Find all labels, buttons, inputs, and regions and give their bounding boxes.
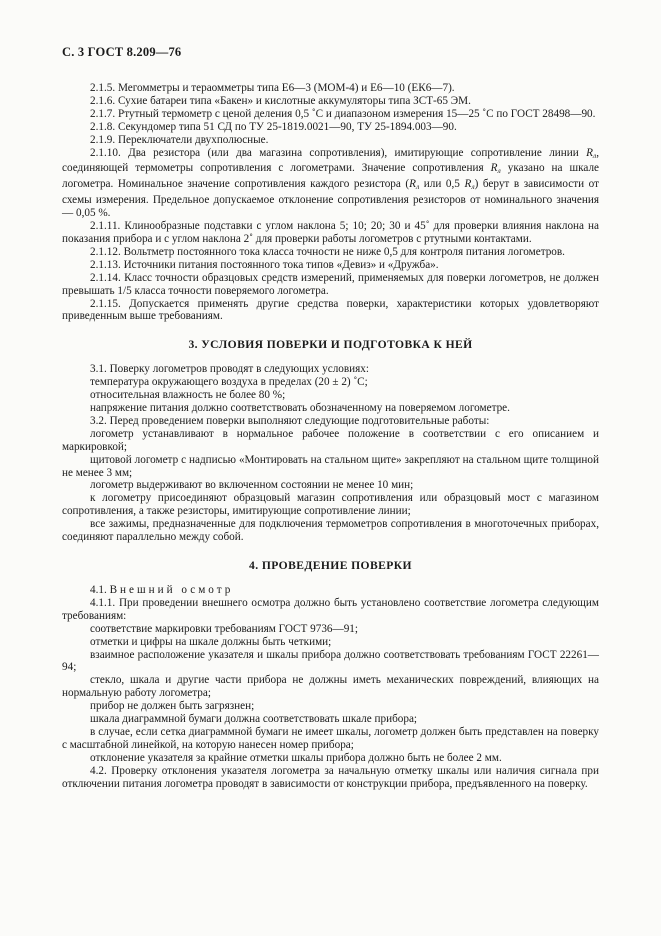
- paragraph: взаимное расположение указателя и шкалы прибора должно соответствовать требованиям ГОСТ 22261—94;: [62, 648, 599, 674]
- paragraph: 2.1.14. Класс точности образцовых средств измерений, применяемых для поверки логометров, не должен превышать 1/5 класса точности поверяемого логометра.: [62, 271, 599, 297]
- paragraph: щитовой логометр с надписью «Монтировать на стальном щите» закрепляют на стальном щите толщиной не менее 3 мм;: [62, 453, 599, 479]
- paragraph: стекло, шкала и другие части прибора не должны иметь механических повреждений, влияющих на нормальную работу логометра;: [62, 674, 599, 700]
- paragraph: 2.1.10. Два резистора (или два магазина сопротивления), имитирующие сопротивление линии $R_л$, соединяющей термометры сопротивления с логометрами. Значение сопротивления $R_л$ указано на шкале логометра. Номинальное значение сопротивления каждого резистора ($R_л$ или 0,5 $R_л$) берут в зависимости от схемы измерения. Предельное допускаемое отклонение сопротивления резисторов от номинального значения — 0,05 %.: [62, 146, 599, 220]
- section-heading: 3. УСЛОВИЯ ПОВЕРКИ И ПОДГОТОВКА К НЕЙ: [188, 338, 473, 352]
- symbol: $R_л$: [464, 178, 475, 192]
- paragraph: температура окружающего воздуха в пределах (20 ± 2) ˚С;: [90, 376, 368, 389]
- paragraph: 2.1.5. Мегомметры и тераомметры типа Е6—3 (МОМ-4) и Е6—10 (ЕК6—7).: [90, 82, 455, 94]
- paragraph: 2.1.13. Источники питания постоянного тока типов «Девиз» и «Дружба».: [90, 258, 439, 271]
- paragraph: к логометру присоединяют образцовый магазин сопротивления или образцовый мост с магазином сопротивления, а также резисторы, имитирующие сопротивление линии;: [62, 492, 599, 518]
- symbol-subscript: л: [592, 150, 597, 160]
- paragraph: прибор не должен быть загрязнен;: [90, 700, 255, 713]
- paragraph: все зажимы, предназначенные для подключения термометров сопротивления в многоточечных приборах, соединяют параллельно между собой.: [62, 518, 599, 544]
- paragraph: соответствие маркировки требованиям ГОСТ 9736—91;: [90, 622, 358, 635]
- paragraph: относительная влажность не более 80 %;: [90, 389, 286, 402]
- paragraph: логометр выдерживают во включенном состоянии не менее 10 мин;: [90, 479, 414, 492]
- symbol: $R_л$: [586, 146, 597, 160]
- paragraph: 2.1.11. Клинообразные подставки с углом наклона 5; 10; 20; 30 и 45˚ для проверки влияния наклона на показания прибора и с углом наклона 2˚ для проверки работы логометров с ртутными контактами.: [62, 220, 599, 245]
- paragraph: 2.1.9. Переключатели двухполюсные.: [90, 133, 269, 146]
- paragraph: отклонение указателя за крайние отметки шкалы прибора должно быть не более 2 мм.: [90, 751, 502, 764]
- paragraph: 3.1. Поверку логометров проводят в следующих условиях:: [90, 363, 370, 376]
- subsection-number: 4.1.: [90, 584, 107, 596]
- symbol: $R_л$: [490, 162, 501, 176]
- section-heading: 4. ПРОВЕДЕНИЕ ПОВЕРКИ: [249, 559, 412, 572]
- symbol-subscript: л: [497, 166, 501, 176]
- symbol-subscript: л: [471, 182, 475, 192]
- paragraph: 2.1.6. Сухие батареи типа «Бакен» и кислотные аккумуляторы типа ЗСТ-65 ЭМ.: [90, 94, 471, 107]
- document-body: [62, 82, 599, 791]
- paragraph: 2.1.12. Вольтметр постоянного тока класса точности не ниже 0,5 для контроля питания логометров.: [90, 245, 565, 258]
- paragraph: напряжение питания должно соответствовать обозначенному на поверяемом логометре.: [90, 402, 510, 415]
- page-header: С. 3 ГОСТ 8.209—76: [62, 45, 182, 59]
- paragraph: 4.1.1. При проведении внешнего осмотра должно быть установлено соответствие логометра следующим требованиям:: [62, 596, 599, 622]
- paragraph: в случае, если сетка диаграммной бумаги не имеет шкалы, логометр должен быть представлен на поверку с масштабной линейкой, на которую нанесен номер прибора;: [62, 725, 599, 751]
- paragraph: логометр устанавливают в нормальное рабочее положение в соответствии с его описанием и маркировкой;: [62, 427, 599, 453]
- subsection-heading: [62, 584, 599, 597]
- subsection-title: Внешний осмотр: [109, 584, 234, 596]
- paragraph: 2.1.7. Ртутный термометр с ценой деления 0,5 ˚С и диапазоном измерения 15—25 ˚С по ГОСТ 28498—90.: [90, 107, 596, 120]
- paragraph: 2.1.8. Секундомер типа 51 СД по ТУ 25-1819.0021—90, ТУ 25-1894.003—90.: [90, 120, 457, 133]
- symbol-subscript: л: [415, 182, 420, 192]
- paragraph: 3.2. Перед проведением поверки выполняют следующие подготовительные работы:: [90, 414, 490, 427]
- symbol: $R_л$: [409, 178, 420, 192]
- paragraph: 4.2. Проверку отклонения указателя логометра за начальную отметку шкалы или наличия сигнала при отключении питания логометра проводят в зависимости от конструкции прибора, предъявленного на поверку.: [62, 764, 599, 790]
- paragraph: отметки и цифры на шкале должны быть четкими;: [90, 635, 332, 648]
- paragraph: 2.1.15. Допускается применять другие средства поверки, характеристики которых удовлетворяют приведенным выше требованиям.: [62, 297, 599, 323]
- paragraph: шкала диаграммной бумаги должна соответствовать шкале прибора;: [90, 713, 418, 726]
